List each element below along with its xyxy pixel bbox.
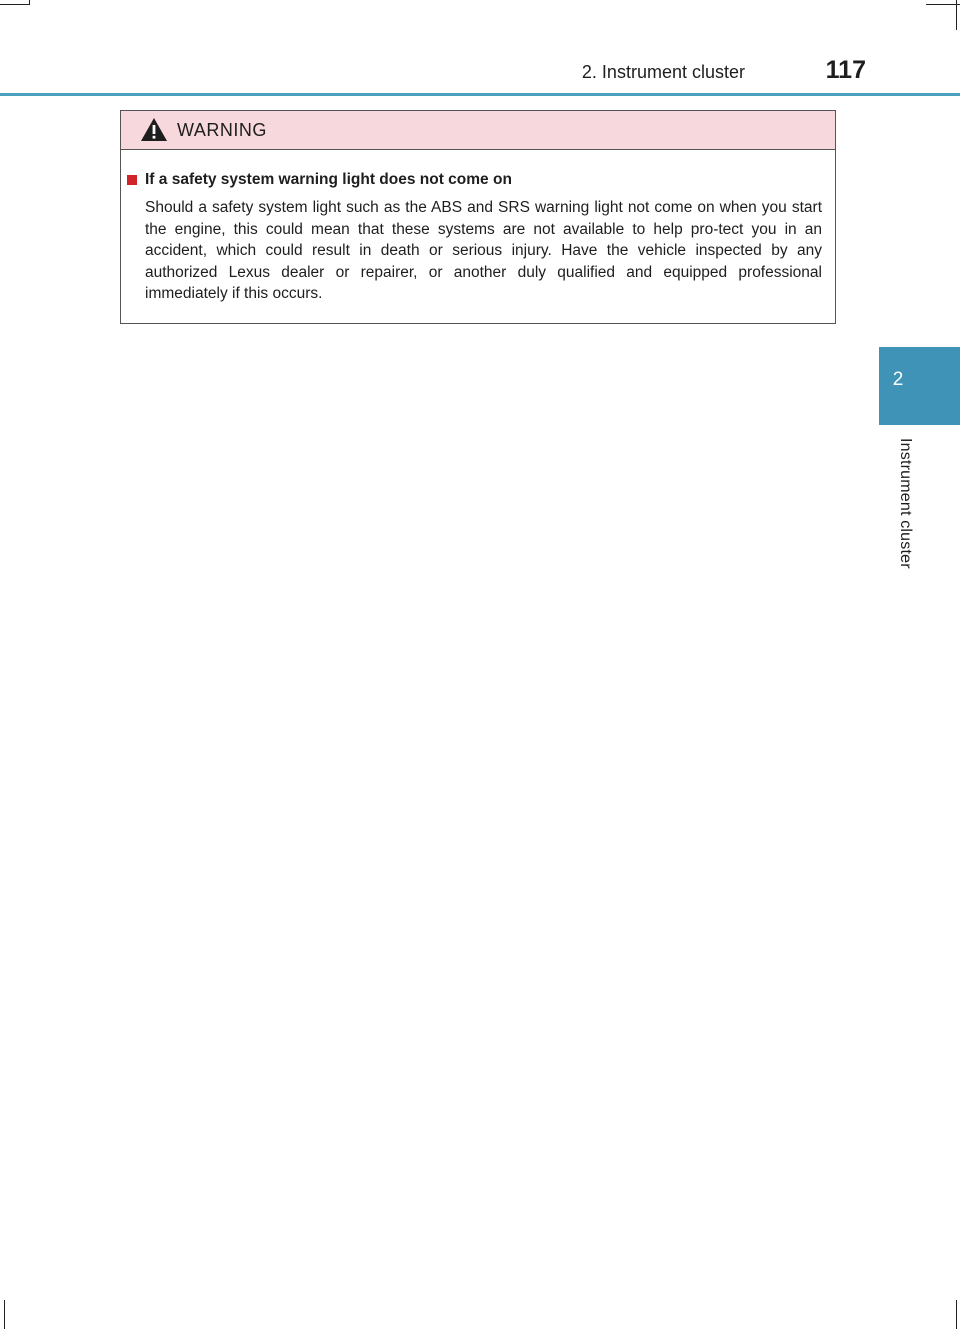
warning-box <box>120 110 836 324</box>
crop-mark-top-left-v <box>29 0 30 5</box>
item-body: Should a safety system light such as the ABS and SRS warning light not come on when you start the engine, this could mean that these systems are not available to help pro-tect you in an accident, which could result in death or serious injury. Have the vehicle inspected by any authorized Lexus dealer or repairer, or another duly qualified and equipped professional immediately if this occurs. <box>145 199 822 302</box>
item-heading-text: If a safety system warning light does not come on <box>145 171 512 188</box>
item-heading <box>127 171 512 189</box>
crop-mark-top-right-v <box>956 0 957 30</box>
bullet-square-icon <box>127 175 137 185</box>
warning-label: WARNING <box>177 120 267 140</box>
warning-triangle-icon <box>140 117 168 142</box>
page-number: 117 <box>825 56 866 84</box>
crop-mark-bottom-right-v <box>956 1300 957 1329</box>
crop-mark-top-left-h <box>0 4 30 5</box>
header-rule <box>0 93 960 96</box>
chapter-number: 2 <box>892 369 904 390</box>
crop-mark-top-right-h <box>926 4 960 5</box>
chapter-label: Instrument cluster <box>897 438 914 569</box>
warning-header <box>121 111 835 150</box>
chapter-tab <box>879 347 960 425</box>
crop-mark-bottom-left-v <box>4 1300 5 1329</box>
section-title: 2. Instrument cluster <box>581 62 745 82</box>
